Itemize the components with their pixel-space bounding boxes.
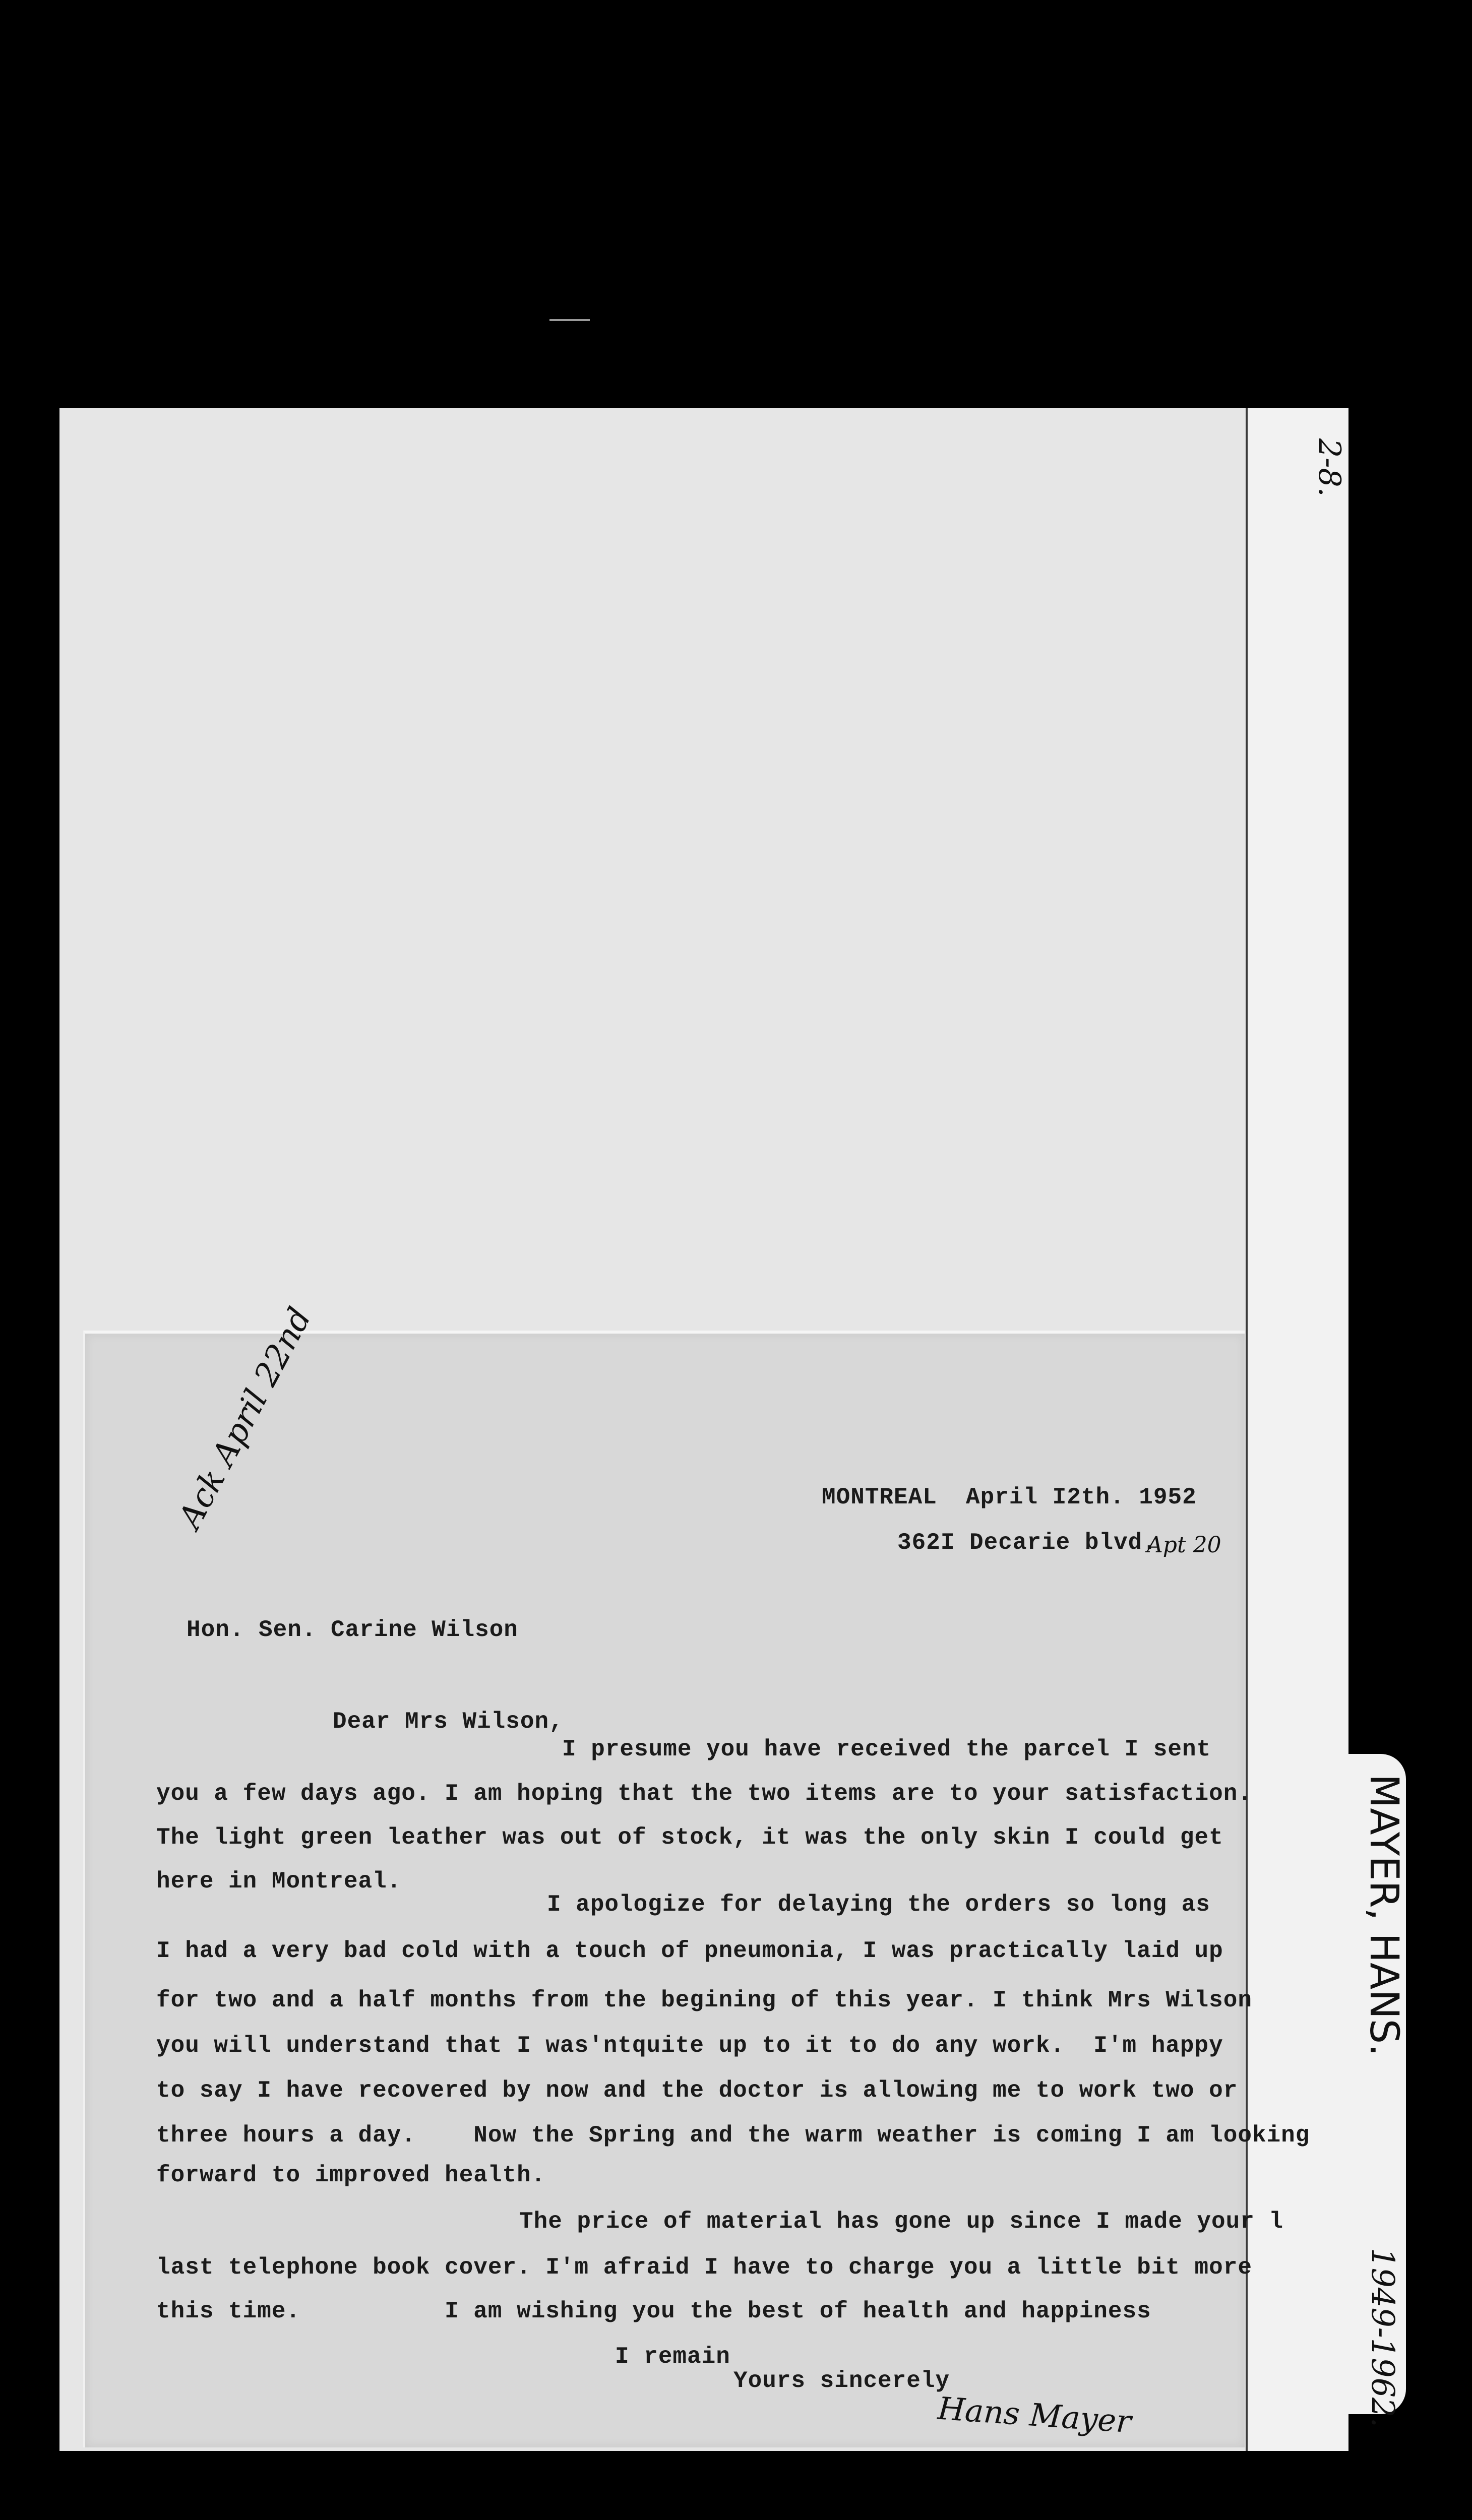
place-date: MONTREAL April I2th. 1952 <box>822 1484 1197 1510</box>
body-line: last telephone book cover. I'm afraid I have to charge you a little bit more <box>156 2254 1252 2281</box>
folder-tab-years: 1949-1962. <box>1365 2248 1401 2428</box>
body-line: three hours a day. Now the Spring and the warm weather is coming I am looking <box>156 2122 1310 2149</box>
corner-number: 2-8. <box>1312 438 1347 497</box>
body-line: here in Montreal. <box>156 1868 402 1895</box>
body-line: you will understand that I was'ntquite up to it to do any work. I'm happy <box>156 2033 1223 2059</box>
closing-remain: I remain <box>615 2344 730 2370</box>
body-line: I had a very bad cold with a touch of pneumonia, I was practically laid up <box>156 1938 1223 1964</box>
body-line: to say I have recovered by now and the doctor is allowing me to work two or <box>156 2077 1238 2104</box>
signature: Hans Mayer <box>936 2389 1133 2440</box>
folder-tab-label: MAYER, HANS. <box>1361 1774 1406 2056</box>
scan-mark <box>549 319 590 321</box>
address-typed: 362I Decarie blvd. <box>897 1530 1157 1556</box>
margin-note: Ack April 22nd <box>171 1301 319 1535</box>
body-line: I presume you have received the parcel I sent <box>562 1736 1211 1762</box>
body-line: The price of material has gone up since I made your l <box>519 2209 1284 2235</box>
body-line: The light green leather was out of stock, it was the only skin I could get <box>156 1824 1223 1851</box>
closing-yours: Yours sincerely <box>733 2368 950 2394</box>
body-line: this time. I am wishing you the best of health and happiness <box>156 2298 1151 2324</box>
body-line: forward to improved health. <box>156 2162 546 2188</box>
address-handwritten: Apt 20 <box>1147 1532 1221 1558</box>
body-line: for two and a half months from the begining of this year. I think Mrs Wilson <box>156 1987 1252 2013</box>
body-line: you a few days ago. I am hoping that the two items are to your satisfaction. <box>156 1781 1252 1807</box>
recipient: Hon. Sen. Carine Wilson <box>187 1617 518 1643</box>
salutation: Dear Mrs Wilson, <box>333 1709 564 1735</box>
body-line: I apologize for delaying the orders so long as <box>547 1892 1210 1918</box>
